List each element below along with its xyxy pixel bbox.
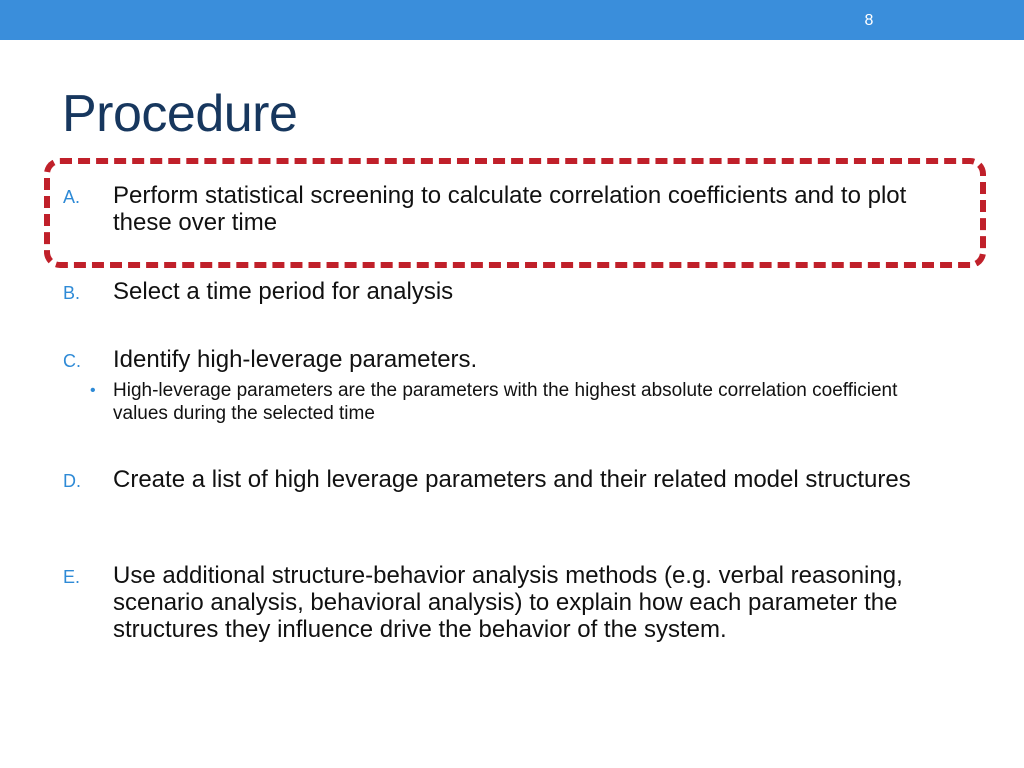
item-letter: C. [63,351,81,371]
item-letter: D. [63,471,81,491]
item-text: Create a list of high leverage parameters and their related model structures [113,466,911,493]
bullet-icon: • [90,382,96,399]
item-text: Identify high-leverage parameters. [113,346,478,373]
item-text: Select a time period for analysis [113,278,454,305]
slide-number: 8 [864,12,874,29]
item-text: Perform statistical screening to calculate correlation coefficients and to plot these over time [113,182,907,236]
slide-title: Procedure [62,85,298,143]
item-letter: B. [63,283,81,303]
item-letter: E. [63,567,81,587]
top-bar [0,0,1024,40]
item-letter: A. [63,187,81,207]
sub-bullet-text: High-leverage parameters are the parameters with the highest absolute correlation coefficient values during the selected time [113,380,898,424]
item-text: Use additional structure-behavior analysis methods (e.g. verbal reasoning, scenario analysis, behavioral analysis) to explain how each parameter the structures they influence drive the behavior of the system. [113,562,903,643]
